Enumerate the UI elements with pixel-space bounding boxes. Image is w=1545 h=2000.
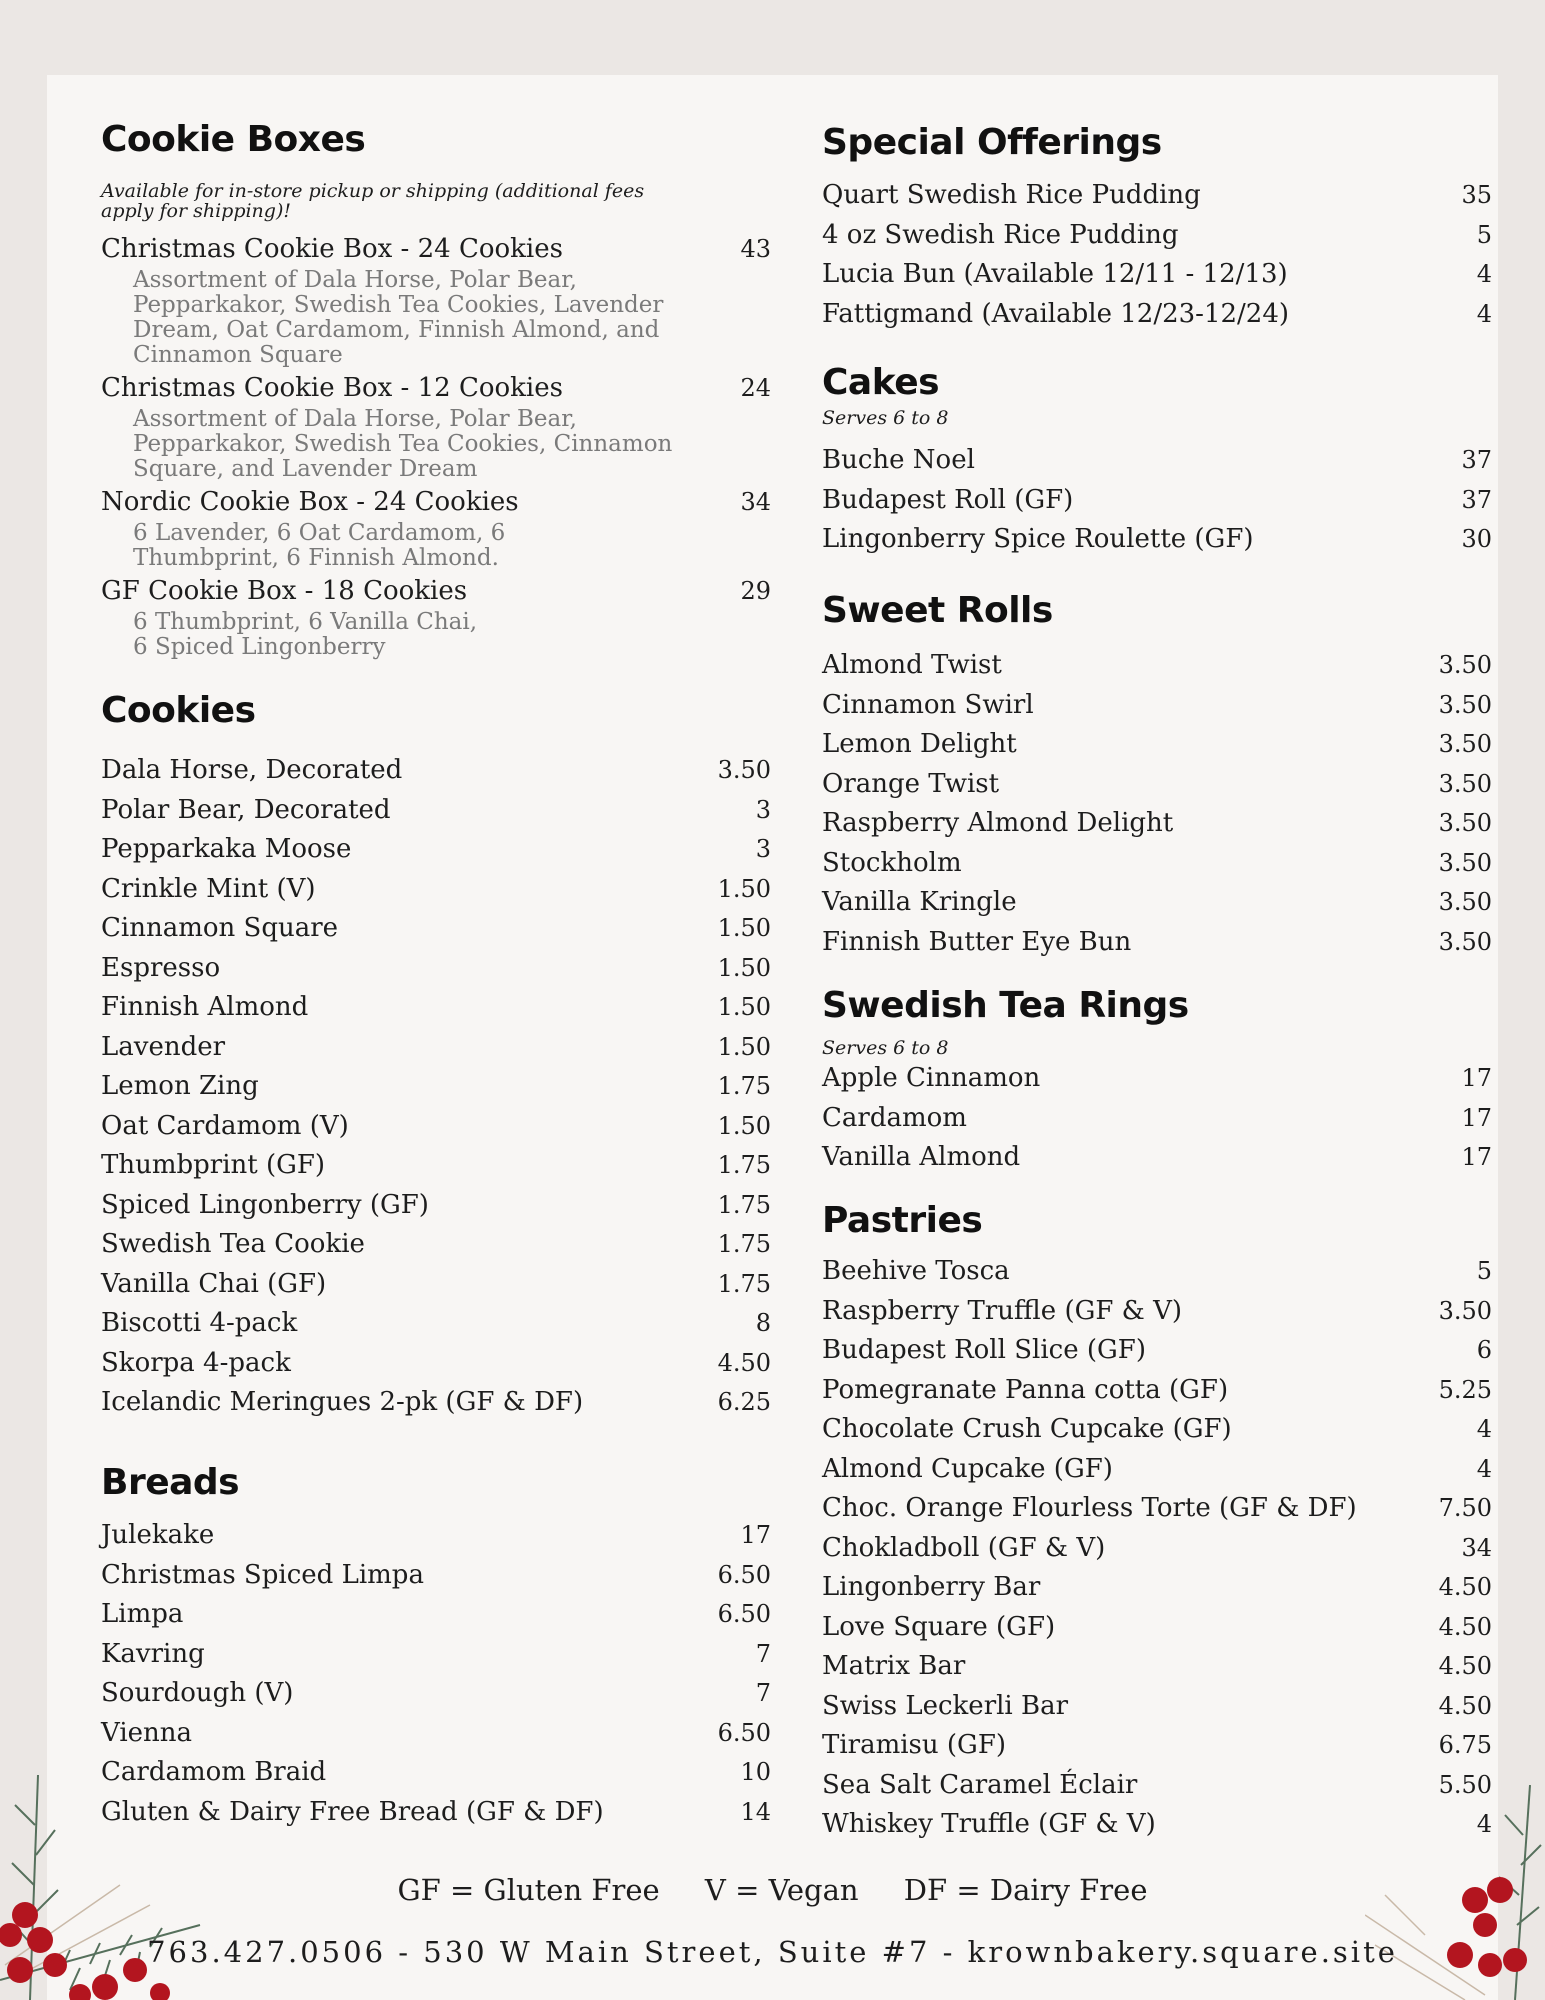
item-name: Vanilla Almond <box>822 1142 1021 1172</box>
item-name: Stockholm <box>822 847 962 878</box>
item-price: 1.75 <box>717 1072 771 1100</box>
item-description: 6 Thumbprint, 6 Vanilla Chai, 6 Spiced Lingonberry <box>133 609 478 660</box>
item-name: Christmas Cookie Box - 12 Cookies <box>101 373 563 403</box>
item-name: Thumbprint (GF) <box>101 1150 326 1180</box>
item-price: 43 <box>740 235 771 263</box>
item-name: Budapest Roll Slice (GF) <box>822 1335 1146 1365</box>
menu-item <box>822 650 1492 680</box>
item-price: 37 <box>1461 446 1492 474</box>
section-title-sweet-rolls: Sweet Rolls <box>822 590 1053 631</box>
section-title-special-offerings: Special Offerings <box>822 122 1162 163</box>
item-price: 4 <box>1476 1454 1492 1483</box>
item-name: Gluten & Dairy Free Bread (GF & DF) <box>101 1796 604 1827</box>
item-name: Whiskey Truffle (GF & V) <box>822 1809 1156 1839</box>
legend-gf: GF = Gluten Free <box>397 1873 660 1907</box>
menu-item <box>101 1269 771 1299</box>
item-name: Cinnamon Square <box>101 913 339 943</box>
item-price: 3 <box>755 835 771 863</box>
item-name: GF Cookie Box - 18 Cookies <box>101 576 468 606</box>
item-price: 10 <box>740 1758 771 1786</box>
item-description: Assortment of Dala Horse, Polar Bear, Pepparkakor, Swedish Tea Cookies, Lavender Dream, Oat Cardamom, Finnish Almond, and Cinnamon Square <box>133 267 664 368</box>
item-name: Vienna <box>101 1717 193 1748</box>
item-name: Spiced Lingonberry (GF) <box>101 1189 429 1220</box>
item-name: Sourdough (V) <box>101 1678 294 1708</box>
item-name: Finnish Butter Eye Bun <box>822 926 1132 957</box>
item-price: 6.50 <box>717 1560 771 1589</box>
item-name: Skorpa 4-pack <box>101 1347 291 1378</box>
item-name: Biscotti 4-pack <box>101 1308 298 1338</box>
item-name: Quart Swedish Rice Pudding <box>822 180 1201 210</box>
item-name: Christmas Cookie Box - 24 Cookies <box>101 234 563 264</box>
item-name: Lingonberry Bar <box>822 1572 1041 1602</box>
item-price: 4 <box>1476 260 1492 288</box>
menu-item <box>822 1691 1492 1721</box>
item-price: 4 <box>1476 1810 1492 1838</box>
menu-item <box>101 953 771 983</box>
item-name: Christmas Spiced Limpa <box>101 1559 424 1590</box>
item-price: 3.50 <box>717 756 771 784</box>
section-title-swedish-tea-rings: Swedish Tea Rings <box>822 985 1189 1026</box>
item-price: 3.50 <box>1438 651 1492 679</box>
menu-item <box>822 1296 1492 1326</box>
section-title-cakes: Cakes <box>822 362 940 403</box>
item-name: Swiss Leckerli Bar <box>822 1690 1069 1721</box>
item-name: Cardamom <box>822 1102 967 1133</box>
item-price: 1.75 <box>717 1269 771 1298</box>
menu-item <box>101 1032 771 1062</box>
item-description: 6 Lavender, 6 Oat Cardamom, 6 Thumbprint, 6 Finnish Almond. <box>133 520 506 571</box>
section-title-pastries: Pastries <box>822 1200 983 1241</box>
item-name: Apple Cinnamon <box>822 1063 1041 1093</box>
menu-item <box>822 808 1492 838</box>
menu-item <box>101 874 771 904</box>
menu-item <box>101 1348 771 1378</box>
menu-item <box>101 1190 771 1220</box>
menu-item <box>101 992 771 1022</box>
menu-item <box>101 1229 771 1259</box>
item-name: Finnish Almond <box>101 992 309 1022</box>
item-price: 7 <box>755 1639 771 1668</box>
item-name: Choc. Orange Flourless Torte (GF & DF) <box>822 1493 1357 1523</box>
item-price: 14 <box>740 1797 771 1826</box>
cakes-note: Serves 6 to 8 <box>822 407 949 429</box>
menu-item <box>822 887 1492 917</box>
item-price: 4.50 <box>717 1348 771 1377</box>
menu-item <box>101 576 771 606</box>
item-name: Budapest Roll (GF) <box>822 484 1074 515</box>
item-price: 1.50 <box>717 1032 771 1061</box>
item-name: Swedish Tea Cookie <box>101 1229 365 1259</box>
item-name: Almond Cupcake (GF) <box>822 1453 1113 1484</box>
item-name: 4 oz Swedish Rice Pudding <box>822 219 1179 250</box>
menu-item <box>822 1651 1492 1681</box>
menu-sheet <box>47 75 1498 2000</box>
menu-item <box>101 834 771 864</box>
menu-item <box>822 1493 1492 1523</box>
item-price: 34 <box>1461 1533 1492 1562</box>
menu-item <box>101 1718 771 1748</box>
item-price: 3.50 <box>1438 1296 1492 1325</box>
item-price: 4.50 <box>1438 1652 1492 1680</box>
menu-item <box>822 299 1492 329</box>
item-price: 5.50 <box>1438 1770 1492 1799</box>
menu-item <box>822 1256 1492 1286</box>
menu-item <box>101 1520 771 1550</box>
item-name: Orange Twist <box>822 768 1000 799</box>
menu-item <box>822 1414 1492 1444</box>
item-name: Chocolate Crush Cupcake (GF) <box>822 1414 1232 1444</box>
item-name: Kavring <box>101 1638 205 1669</box>
item-name: Sea Salt Caramel Éclair <box>822 1769 1138 1800</box>
item-name: Oat Cardamom (V) <box>101 1110 349 1141</box>
item-price: 17 <box>1461 1103 1492 1132</box>
item-name: Matrix Bar <box>822 1651 966 1681</box>
menu-item <box>822 1335 1492 1365</box>
item-price: 3.50 <box>1438 848 1492 877</box>
item-price: 3.50 <box>1438 769 1492 798</box>
menu-item <box>822 690 1492 720</box>
menu-item <box>822 1063 1492 1093</box>
menu-item <box>101 1308 771 1338</box>
dietary-legend <box>0 1873 1545 1907</box>
item-price: 5.25 <box>1438 1375 1492 1404</box>
item-price: 6.75 <box>1438 1731 1492 1759</box>
item-price: 37 <box>1461 485 1492 514</box>
item-name: Limpa <box>101 1599 184 1629</box>
item-name: Chokladboll (GF & V) <box>822 1532 1106 1563</box>
menu-item <box>822 445 1492 475</box>
menu-item <box>822 1612 1492 1642</box>
legend-df: DF = Dairy Free <box>903 1873 1148 1907</box>
item-name: Pepparkaka Moose <box>101 834 352 864</box>
menu-item <box>822 927 1492 957</box>
menu-item <box>101 1678 771 1708</box>
item-price: 17 <box>1461 1143 1492 1171</box>
item-name: Beehive Tosca <box>822 1256 1010 1286</box>
item-name: Icelandic Meringues 2-pk (GF & DF) <box>101 1387 584 1417</box>
item-price: 1.50 <box>717 953 771 982</box>
item-price: 1.75 <box>717 1230 771 1258</box>
item-name: Raspberry Truffle (GF & V) <box>822 1295 1183 1326</box>
menu-item <box>101 1560 771 1590</box>
item-name: Lavender <box>101 1031 226 1062</box>
item-price: 6 <box>1476 1336 1492 1364</box>
section-title-cookie-boxes: Cookie Boxes <box>101 119 366 160</box>
item-name: Lingonberry Spice Roulette (GF) <box>822 524 1254 554</box>
item-name: Lemon Delight <box>822 729 1017 759</box>
menu-item <box>822 1375 1492 1405</box>
item-price: 5 <box>1476 1257 1492 1285</box>
menu-item <box>101 755 771 785</box>
item-price: 3.50 <box>1438 927 1492 956</box>
cookie-boxes-note: Available for in-store pickup or shipping (additional fees apply for shipping)! <box>101 180 645 222</box>
item-price: 1.50 <box>717 1111 771 1140</box>
item-name: Tiramisu (GF) <box>822 1730 1007 1760</box>
item-price: 8 <box>755 1309 771 1337</box>
menu-item <box>822 769 1492 799</box>
section-title-cookies: Cookies <box>101 690 256 731</box>
menu-item <box>822 524 1492 554</box>
legend-v: V = Vegan <box>704 1873 859 1907</box>
item-price: 30 <box>1461 525 1492 553</box>
item-name: Love Square (GF) <box>822 1611 1056 1642</box>
menu-item <box>101 913 771 943</box>
item-price: 4.50 <box>1438 1691 1492 1720</box>
item-price: 3 <box>755 795 771 824</box>
item-name: Cardamom Braid <box>101 1757 327 1787</box>
item-name: Pomegranate Panna cotta (GF) <box>822 1374 1229 1405</box>
menu-item <box>822 1730 1492 1760</box>
item-price: 3.50 <box>1438 809 1492 837</box>
menu-item <box>822 220 1492 250</box>
item-price: 35 <box>1461 181 1492 209</box>
contact-line: 763.427.0506 - 530 W Main Street, Suite #7 - krownbakery.square.site <box>147 1935 1398 1969</box>
item-name: Buche Noel <box>822 445 975 475</box>
item-price: 6.25 <box>717 1388 771 1416</box>
menu-item <box>822 180 1492 210</box>
item-name: Julekake <box>101 1520 215 1550</box>
menu-item <box>101 795 771 825</box>
item-price: 17 <box>740 1521 771 1549</box>
item-price: 17 <box>1461 1064 1492 1092</box>
item-name: Nordic Cookie Box - 24 Cookies <box>101 487 519 517</box>
item-price: 1.50 <box>717 993 771 1021</box>
menu-item <box>822 1533 1492 1563</box>
menu-item <box>822 1103 1492 1133</box>
item-price: 29 <box>740 577 771 605</box>
item-price: 1.75 <box>717 1151 771 1179</box>
item-price: 24 <box>740 374 771 402</box>
item-price: 6.50 <box>717 1600 771 1628</box>
item-name: Almond Twist <box>822 650 1002 680</box>
item-name: Vanilla Kringle <box>822 887 1017 917</box>
item-name: Polar Bear, Decorated <box>101 794 391 825</box>
tea-rings-note: Serves 6 to 8 <box>822 1037 949 1059</box>
item-description: Assortment of Dala Horse, Polar Bear, Pepparkakor, Swedish Tea Cookies, Cinnamon Square, and Lavender Dream <box>133 406 673 482</box>
menu-item <box>101 1599 771 1629</box>
menu-item <box>822 848 1492 878</box>
item-price: 7.50 <box>1438 1494 1492 1522</box>
menu-item <box>101 234 771 264</box>
menu-item <box>101 373 771 403</box>
item-price: 1.75 <box>717 1190 771 1219</box>
menu-item <box>101 1150 771 1180</box>
item-price: 3.50 <box>1438 730 1492 758</box>
menu-item <box>101 1387 771 1417</box>
menu-item <box>101 1111 771 1141</box>
menu-item <box>822 1142 1492 1172</box>
item-price: 4 <box>1476 1415 1492 1443</box>
menu-item <box>822 729 1492 759</box>
item-name: Lucia Bun (Available 12/11 - 12/13) <box>822 259 1288 289</box>
menu-item <box>822 485 1492 515</box>
item-price: 3.50 <box>1438 690 1492 719</box>
item-name: Dala Horse, Decorated <box>101 755 403 785</box>
item-price: 6.50 <box>717 1718 771 1747</box>
menu-item <box>101 1071 771 1101</box>
item-name: Espresso <box>101 952 221 983</box>
item-price: 4.50 <box>1438 1612 1492 1641</box>
menu-item <box>101 487 771 517</box>
item-name: Crinkle Mint (V) <box>101 873 316 904</box>
item-name: Lemon Zing <box>101 1071 259 1101</box>
item-price: 4.50 <box>1438 1573 1492 1601</box>
menu-item <box>822 1454 1492 1484</box>
item-name: Raspberry Almond Delight <box>822 808 1174 838</box>
item-price: 3.50 <box>1438 888 1492 916</box>
item-name: Fattigmand (Available 12/23-12/24) <box>822 298 1290 329</box>
item-name: Vanilla Chai (GF) <box>101 1268 327 1299</box>
item-price: 1.50 <box>717 914 771 942</box>
section-title-breads: Breads <box>101 1462 240 1503</box>
menu-item <box>822 1572 1492 1602</box>
menu-item <box>101 1639 771 1669</box>
item-price: 34 <box>740 488 771 516</box>
item-price: 1.50 <box>717 874 771 903</box>
menu-item <box>822 259 1492 289</box>
item-price: 5 <box>1476 220 1492 249</box>
item-name: Cinnamon Swirl <box>822 689 1034 720</box>
item-price: 4 <box>1476 299 1492 328</box>
item-price: 7 <box>755 1679 771 1707</box>
